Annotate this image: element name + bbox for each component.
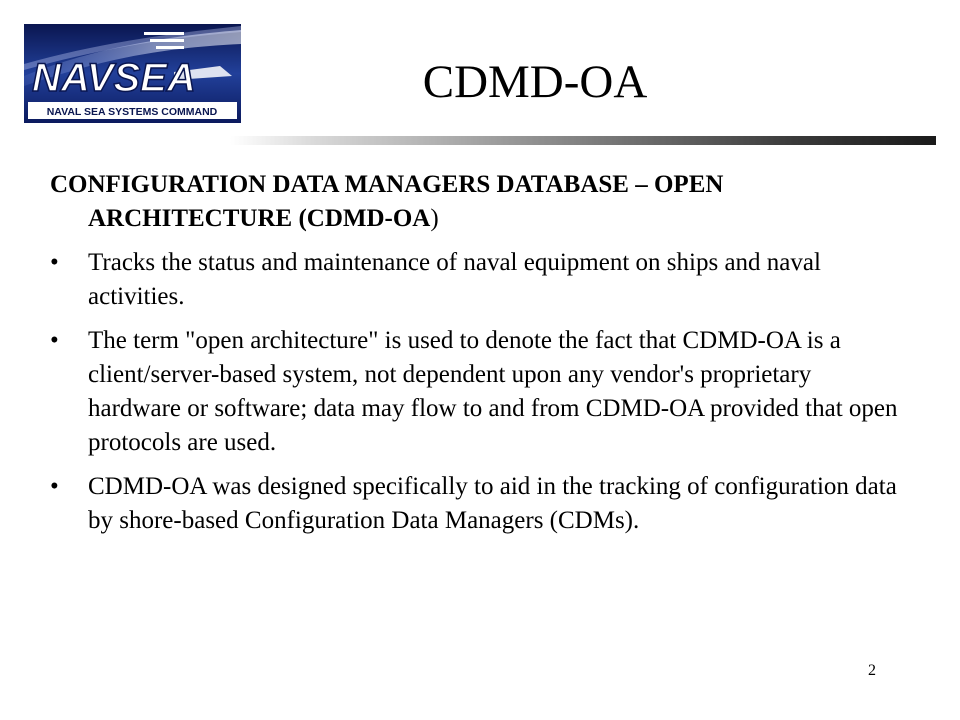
navsea-logo-graphic bbox=[24, 24, 241, 123]
section-heading-text: CONFIGURATION DATA MANAGERS DATABASE – OPEN ARCHITECTURE (CDMD-OA bbox=[50, 171, 724, 232]
slide-body bbox=[50, 168, 910, 548]
navsea-logo bbox=[24, 24, 241, 123]
title-divider bbox=[230, 136, 936, 145]
page-number: 2 bbox=[868, 662, 876, 679]
bullet-glyph: • bbox=[50, 327, 59, 354]
bullet-item bbox=[50, 246, 910, 314]
slide-title: CDMD-OA bbox=[422, 56, 648, 108]
bullet-glyph: • bbox=[50, 249, 59, 276]
bullet-text: CDMD-OA was designed specifically to aid in the tracking of configuration data by shore-based Configuration Data Managers (CDMs). bbox=[88, 473, 897, 534]
section-heading bbox=[50, 168, 910, 236]
bullet-glyph: • bbox=[50, 473, 59, 500]
bullet-text: The term "open architecture" is used to denote the fact that CDMD-OA is a client/server-based system, not dependent upon any vendor's proprietary hardware or software; data may flow to and from CDMD-OA provided that open protocols are used. bbox=[88, 327, 898, 456]
bullet-text: Tracks the status and maintenance of naval equipment on ships and naval activities. bbox=[88, 249, 821, 310]
bullet-item bbox=[50, 324, 910, 460]
bullet-item bbox=[50, 470, 910, 538]
section-heading-close: ) bbox=[430, 205, 439, 232]
logo-wordmark: NAVSEA bbox=[32, 56, 196, 100]
logo-subtitle: NAVAL SEA SYSTEMS COMMAND bbox=[46, 106, 218, 118]
